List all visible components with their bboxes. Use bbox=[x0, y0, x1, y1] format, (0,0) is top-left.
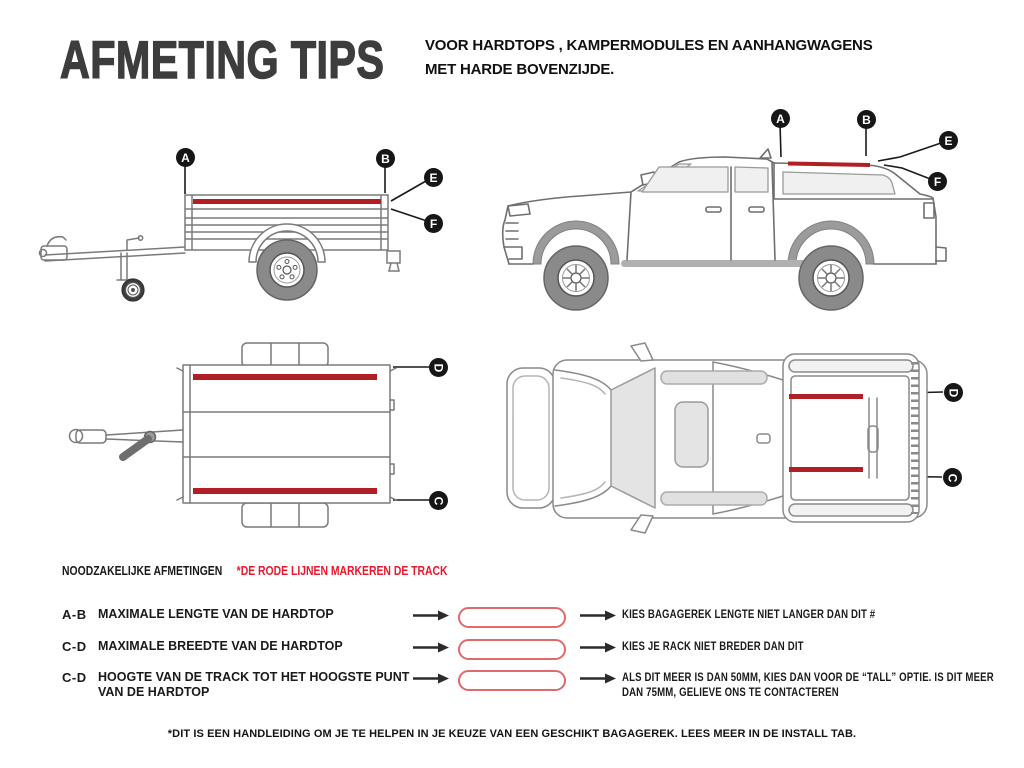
badge-trailer-side-f: F bbox=[424, 214, 443, 233]
track-red-line bbox=[789, 394, 863, 399]
measure-label: MAXIMALE LENGTE VAN DE HARDTOP bbox=[98, 607, 334, 621]
badge-trailer-side-e: E bbox=[424, 168, 443, 187]
track-red-line bbox=[193, 488, 377, 494]
arrow-right-icon bbox=[413, 610, 449, 621]
legend-row bbox=[62, 563, 448, 578]
front-wheel bbox=[544, 246, 608, 310]
arrow-right-icon bbox=[413, 673, 449, 684]
badge-truck-side-a: A bbox=[771, 109, 790, 128]
badge-trailer-top-d: D bbox=[429, 358, 448, 377]
rear-wheel bbox=[799, 246, 863, 310]
arrow-right-icon bbox=[580, 610, 616, 621]
track-red-line bbox=[193, 199, 381, 204]
measure-label: MAXIMALE BREEDTE VAN DE HARDTOP bbox=[98, 639, 343, 653]
track-red-line bbox=[789, 467, 863, 472]
trailer-side-view-drawing bbox=[35, 112, 475, 327]
page-subtitle bbox=[425, 34, 873, 82]
badge-trailer-side-a: A bbox=[176, 148, 195, 167]
badge-truck-top-d: D bbox=[944, 383, 963, 402]
badge-truck-side-e: E bbox=[939, 131, 958, 150]
measure-code: A-B bbox=[62, 607, 87, 622]
badge-truck-top-c: C bbox=[943, 468, 962, 487]
arrow-right-icon bbox=[413, 642, 449, 653]
measure-instruction: KIES JE RACK NIET BREDER DAN DIT bbox=[622, 639, 804, 653]
badge-truck-side-f: F bbox=[928, 172, 947, 191]
footer-note: *DIT IS EEN HANDLEIDING OM JE TE HELPEN IN JE KEUZE VAN EEN GESCHIKT BAGAGEREK. LEES MEER IN DE INSTALL TAB. bbox=[167, 728, 857, 740]
badge-trailer-top-c: C bbox=[429, 491, 448, 510]
badge-truck-side-b: B bbox=[857, 110, 876, 129]
value-pill bbox=[458, 670, 566, 691]
arrow-right-icon bbox=[580, 673, 616, 684]
legend-red-note: *DE RODE LIJNEN MARKEREN DE TRACK bbox=[236, 563, 448, 578]
measure-label: HOOGTE VAN DE TRACK TOT HET HOOGSTE PUNT VAN DE HARDTOP bbox=[98, 670, 410, 699]
trailer-top-view-drawing bbox=[60, 338, 460, 553]
measure-instruction: ALS DIT MEER IS DAN 50MM, KIES DAN VOOR DE “TALL” OPTIE. IS DIT MEER DAN 75MM, GELIEVE ONS TE CONTACTEREN bbox=[622, 670, 994, 699]
page-title: AFMETING TIPS bbox=[60, 31, 385, 90]
subtitle-line-2: MET HARDE BOVENZIJDE. bbox=[425, 61, 615, 78]
leader-lines bbox=[780, 123, 944, 180]
measure-code: C-D bbox=[62, 670, 87, 685]
leader-lines bbox=[393, 367, 438, 500]
subtitle-line-1: VOOR HARDTOPS , KAMPERMODULES EN AANHANGWAGENS bbox=[425, 37, 873, 54]
truck-top-view-drawing bbox=[495, 338, 975, 553]
track-red-line bbox=[193, 374, 377, 380]
legend-title: NOODZAKELIJKE AFMETINGEN bbox=[62, 563, 223, 578]
badge-trailer-side-b: B bbox=[376, 149, 395, 168]
measure-code: C-D bbox=[62, 639, 87, 654]
arrow-right-icon bbox=[580, 642, 616, 653]
value-pill bbox=[458, 639, 566, 660]
value-pill bbox=[458, 607, 566, 628]
truck-side-view-drawing bbox=[478, 95, 978, 325]
measure-instruction: KIES BAGAGEREK LENGTE NIET LANGER DAN DIT # bbox=[622, 607, 876, 621]
track-red-line bbox=[788, 164, 870, 166]
